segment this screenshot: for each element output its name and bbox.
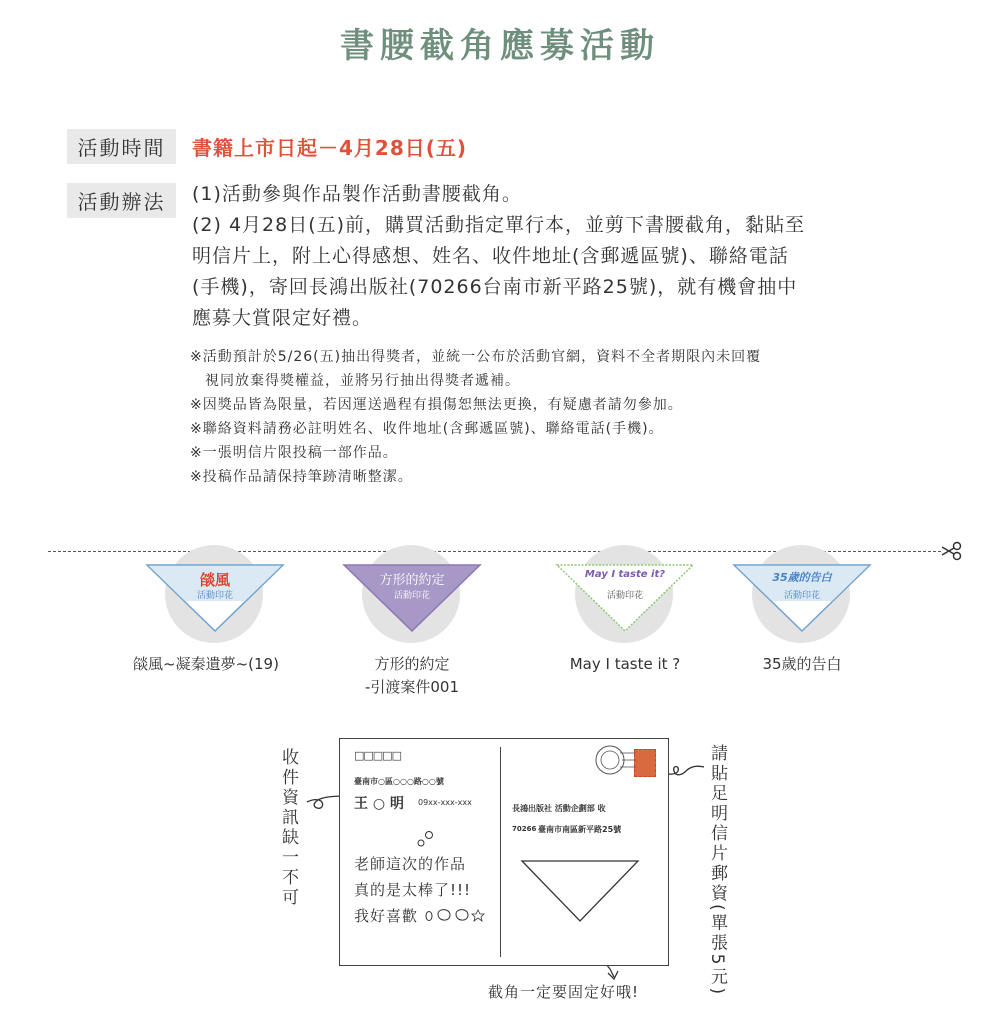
page-title: 書腰截角應募活動 bbox=[340, 26, 660, 66]
corner-caption: 35歲的告白 bbox=[762, 655, 842, 673]
method-notes bbox=[190, 345, 761, 489]
corner-logo: 方形的約定 bbox=[379, 573, 445, 588]
corner-logo: May I taste it? bbox=[584, 569, 666, 580]
message-line: 老師這次的作品 bbox=[354, 855, 467, 873]
corner-stamp: 活動印花 bbox=[606, 591, 643, 601]
corner-stamp: 活動印花 bbox=[783, 591, 820, 601]
corner-stamp: 活動印花 bbox=[393, 591, 430, 601]
note-line: ※聯絡資料請務必註明姓名、收件地址(含郵遞區號)、聯絡電話(手機)。 bbox=[190, 421, 664, 437]
message-line: 真的是太棒了!!! bbox=[354, 881, 472, 899]
corner-logo: 燄風 bbox=[199, 571, 230, 589]
rule-line: 應募大賞限定好禮。 bbox=[192, 307, 373, 329]
corner-caption bbox=[342, 653, 482, 699]
note-line: ※投稿作品請保持筆跡清晰整潔。 bbox=[190, 469, 413, 485]
sender-address: 臺南市○區○○○路○○號 bbox=[354, 777, 444, 786]
postage-stamp-icon bbox=[634, 749, 656, 777]
corner-stamp: 活動印花 bbox=[196, 591, 233, 601]
sender-name: 王 ○ 明 bbox=[354, 796, 404, 812]
scissors-icon bbox=[940, 541, 962, 561]
rule-line: (手機)，寄回長鴻出版社(70266台南市新平路25號)，就有機會抽中 bbox=[192, 276, 798, 298]
recipient-info-note: 收件資訊缺一不可 bbox=[278, 748, 298, 908]
recipient-zip: 70266 bbox=[512, 825, 537, 833]
note-line: ※一張明信片限投稿一部作品。 bbox=[190, 445, 398, 461]
note-line: ※因獎品皆為限量，若因運送過程有損傷恕無法更換，有疑慮者請勿參加。 bbox=[190, 397, 683, 413]
zip-boxes: □□□□□ bbox=[354, 749, 401, 762]
recipient-address: 臺南市南區新平路25號 bbox=[538, 825, 622, 834]
postage-note: 請貼足明信片郵資(單張5元) bbox=[707, 744, 727, 998]
corner-caption-line: -引渡案件001 bbox=[364, 678, 460, 696]
method-rules bbox=[192, 179, 805, 334]
smiley-doodle-icon bbox=[422, 904, 492, 926]
corner-caption: May I taste it ? bbox=[569, 655, 681, 673]
corner-caption-line: 方形的約定 bbox=[374, 655, 450, 673]
corner-caption: 燄風~凝秦遺夢~(19) bbox=[133, 655, 279, 673]
postcard-divider bbox=[500, 747, 501, 957]
corner-logo: 35歲的告白 bbox=[772, 571, 832, 584]
message-line: 我好喜歡 bbox=[354, 907, 419, 925]
note-line: ※活動預計於5/26(五)抽出得獎者，並統一公布於活動官網，資料不全者期限內未回覆 bbox=[190, 349, 762, 365]
corner-placement-triangle bbox=[520, 859, 640, 923]
sender-phone: 09xx-xxx-xxx bbox=[418, 798, 472, 807]
period-value: 書籍上市日起－4月28日(五) bbox=[192, 136, 468, 160]
book-corner-2 bbox=[342, 563, 482, 637]
postmark-icon bbox=[592, 743, 636, 777]
book-corner-1 bbox=[145, 563, 285, 637]
rule-line: (2) 4月28日(五)前，購買活動指定單行本，並剪下書腰截角，黏貼至 bbox=[192, 214, 806, 236]
rule-line: (1)活動參與作品製作活動書腰截角。 bbox=[192, 183, 522, 205]
recipient: 長鴻出版社 活動企劃部 收 bbox=[512, 804, 606, 813]
corner-fix-note: 截角一定要固定好哦! bbox=[488, 983, 640, 1001]
book-corner-4 bbox=[732, 563, 872, 637]
note-line: 視同放棄得獎權益，並將另行抽出得獎者遞補。 bbox=[190, 373, 520, 389]
book-corner-3 bbox=[555, 563, 695, 637]
period-label: 活動時間 bbox=[67, 129, 176, 164]
rule-line: 明信片上，附上心得感想、姓名、收件地址(含郵遞區號)、聯絡電話 bbox=[192, 245, 789, 267]
postcard bbox=[339, 738, 669, 966]
method-label: 活動辦法 bbox=[67, 183, 176, 218]
heart-bubbles-icon bbox=[415, 829, 439, 849]
